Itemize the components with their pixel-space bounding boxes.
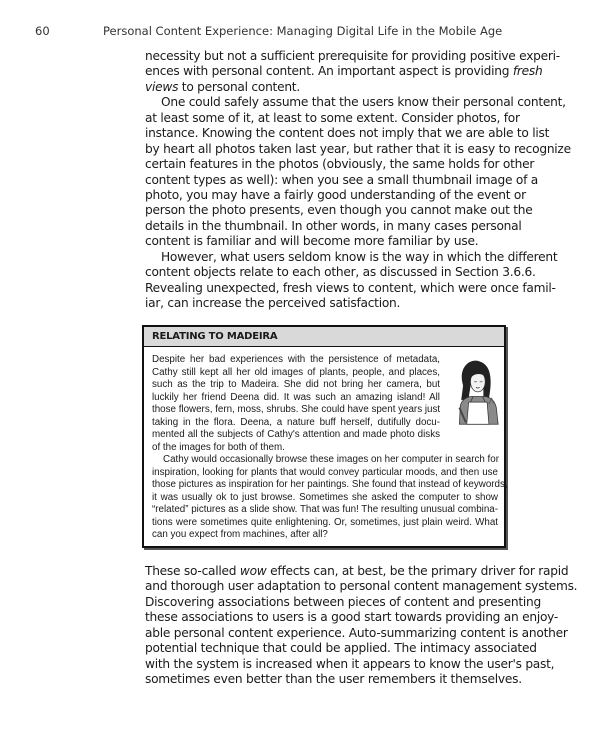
text-line bbox=[145, 80, 507, 95]
text-span: and thorough user adaptation to personal content management systems. bbox=[145, 579, 578, 594]
text-span: taking in the flora. Deena, a nature buff herself, dutifully docu- bbox=[152, 416, 440, 428]
box-paragraph bbox=[152, 454, 508, 542]
text-line bbox=[152, 479, 508, 492]
text-span: potential technique that could be applied. The intimacy associated bbox=[145, 641, 537, 656]
text-line bbox=[152, 417, 440, 430]
text-span: with the system is increased when it appears to know the user's past, bbox=[145, 656, 555, 671]
text-span: luckily her friend Deena did. It was such an amazing island! All bbox=[152, 391, 440, 403]
emphasized-text: wow bbox=[239, 564, 267, 578]
text-span: inspiration, looking for plants that would convey particular moods, and then use bbox=[152, 466, 498, 478]
text-line bbox=[152, 429, 440, 442]
text-span: it was usually ok to just browse. Sometimes she asked the computer to show bbox=[152, 491, 498, 503]
text-span: ences with personal content. An important aspect is providing bbox=[145, 64, 513, 79]
text-line bbox=[145, 296, 507, 311]
box-title: RELATING TO MADEIRA bbox=[144, 327, 504, 347]
text-span: Cathy still kept all her old images of plants, people, and places, bbox=[152, 366, 440, 378]
text-line bbox=[152, 454, 498, 467]
text-line bbox=[152, 442, 440, 455]
text-line bbox=[145, 594, 541, 610]
text-span: able personal content experience. Auto-summarizing content is another bbox=[145, 625, 568, 640]
text-line bbox=[145, 49, 560, 64]
text-span: necessity but not a sufficient prerequisite for providing positive experi- bbox=[145, 49, 560, 63]
text-line bbox=[145, 110, 520, 126]
text-line bbox=[145, 218, 522, 234]
text-line bbox=[145, 625, 568, 641]
text-line bbox=[145, 579, 578, 594]
text-line bbox=[145, 95, 566, 110]
text-span: these associations to users is a good start towards providing an enjoy- bbox=[145, 610, 559, 625]
text-line bbox=[152, 467, 498, 480]
text-line bbox=[145, 157, 535, 172]
text-span: effects can, at best, be the primary driver for rapid bbox=[266, 564, 569, 578]
text-line bbox=[152, 504, 498, 517]
text-span: certain features in the photos (obviously, the same holds for other bbox=[145, 157, 535, 172]
page-number: 60 bbox=[35, 24, 50, 38]
text-span: those pictures as inspiration for her paintings. She found that instead of keywords, bbox=[152, 479, 508, 490]
text-span: content is familiar and will become more familiar by use. bbox=[145, 234, 479, 249]
text-span: However, what users seldom know is the way in which the different bbox=[161, 249, 558, 264]
text-line bbox=[152, 392, 440, 405]
text-span: content types as well): when you see a small thumbnail image of a bbox=[145, 172, 538, 187]
emphasized-text: views bbox=[145, 79, 179, 94]
text-span: person the photo presents, even though you cannot make out the bbox=[145, 203, 533, 218]
text-line bbox=[145, 672, 522, 687]
text-line bbox=[145, 64, 543, 79]
text-span: can you expect from machines, after all? bbox=[152, 529, 328, 540]
text-span: One could safely assume that the users know their personal content, bbox=[161, 95, 566, 110]
text-line bbox=[145, 280, 556, 296]
text-line bbox=[145, 141, 571, 157]
sidebar-box-relating-to-madeira bbox=[142, 325, 506, 548]
text-span: These so-called bbox=[145, 564, 240, 578]
woman-illustration bbox=[452, 355, 500, 427]
text-span: tions were sometimes quite enlightening. Or, sometimes, just plain weird. What bbox=[152, 516, 498, 528]
text-span: Cathy would occasionally browse these images on her computer in search for bbox=[163, 454, 499, 465]
text-span: instance. Knowing the content does not imply that we are able to list bbox=[145, 126, 550, 141]
text-line bbox=[145, 656, 555, 672]
text-span: details in the thumbnail. In other words, in many cases personal bbox=[145, 218, 522, 233]
body-text-bottom bbox=[145, 564, 578, 688]
text-line bbox=[145, 187, 526, 203]
text-span: those flowers, fern, moss, shrubs. She could have spent years just bbox=[152, 404, 441, 415]
text-line bbox=[145, 249, 558, 265]
text-span: sometimes even better than the user remembers it themselves. bbox=[145, 672, 522, 687]
text-line bbox=[145, 265, 536, 280]
text-line bbox=[145, 564, 569, 579]
text-span: such as the trip to Madeira. She did not bring her camera, but bbox=[152, 379, 440, 390]
text-span: to personal content. bbox=[178, 79, 300, 94]
text-span: Discovering associations between pieces of content and presenting bbox=[145, 594, 541, 609]
text-span: Revealing unexpected, fresh views to content, which were once famil- bbox=[145, 280, 556, 295]
text-line bbox=[145, 172, 538, 188]
text-line bbox=[152, 367, 440, 380]
text-span: content objects relate to each other, as discussed in Section 3.6.6. bbox=[145, 265, 536, 280]
text-span: by heart all photos taken last year, but rather that it is easy to recognize bbox=[145, 141, 571, 156]
text-span: “related” pictures as a slide show. That was fun! The resulting unusual combina- bbox=[152, 504, 498, 515]
text-line bbox=[152, 529, 498, 542]
text-line bbox=[152, 354, 440, 367]
text-span: mented all the subjects of Cathy's attention and made photo disks bbox=[152, 429, 440, 440]
body-text-top bbox=[145, 49, 571, 311]
text-span: Despite her bad experiences with the persistence of metadata, bbox=[152, 354, 440, 365]
text-line bbox=[152, 517, 498, 530]
running-title: Personal Content Experience: Managing Digital Life in the Mobile Age bbox=[103, 24, 503, 38]
text-span: of the images for both of them. bbox=[152, 441, 285, 453]
text-line bbox=[152, 404, 440, 417]
text-span: iar, can increase the perceived satisfaction. bbox=[145, 296, 401, 310]
text-line bbox=[145, 126, 550, 141]
text-span: at least some of it, at least to some extent. Consider photos, for bbox=[145, 110, 520, 125]
text-line bbox=[145, 641, 537, 656]
text-line bbox=[145, 203, 533, 218]
emphasized-text: fresh bbox=[512, 64, 543, 79]
text-line bbox=[152, 492, 498, 505]
text-line bbox=[152, 379, 440, 392]
box-paragraph bbox=[152, 354, 440, 454]
text-line bbox=[145, 610, 559, 625]
text-span: photo, you may have a fairly good understanding of the event or bbox=[145, 187, 526, 202]
text-line bbox=[145, 234, 507, 249]
